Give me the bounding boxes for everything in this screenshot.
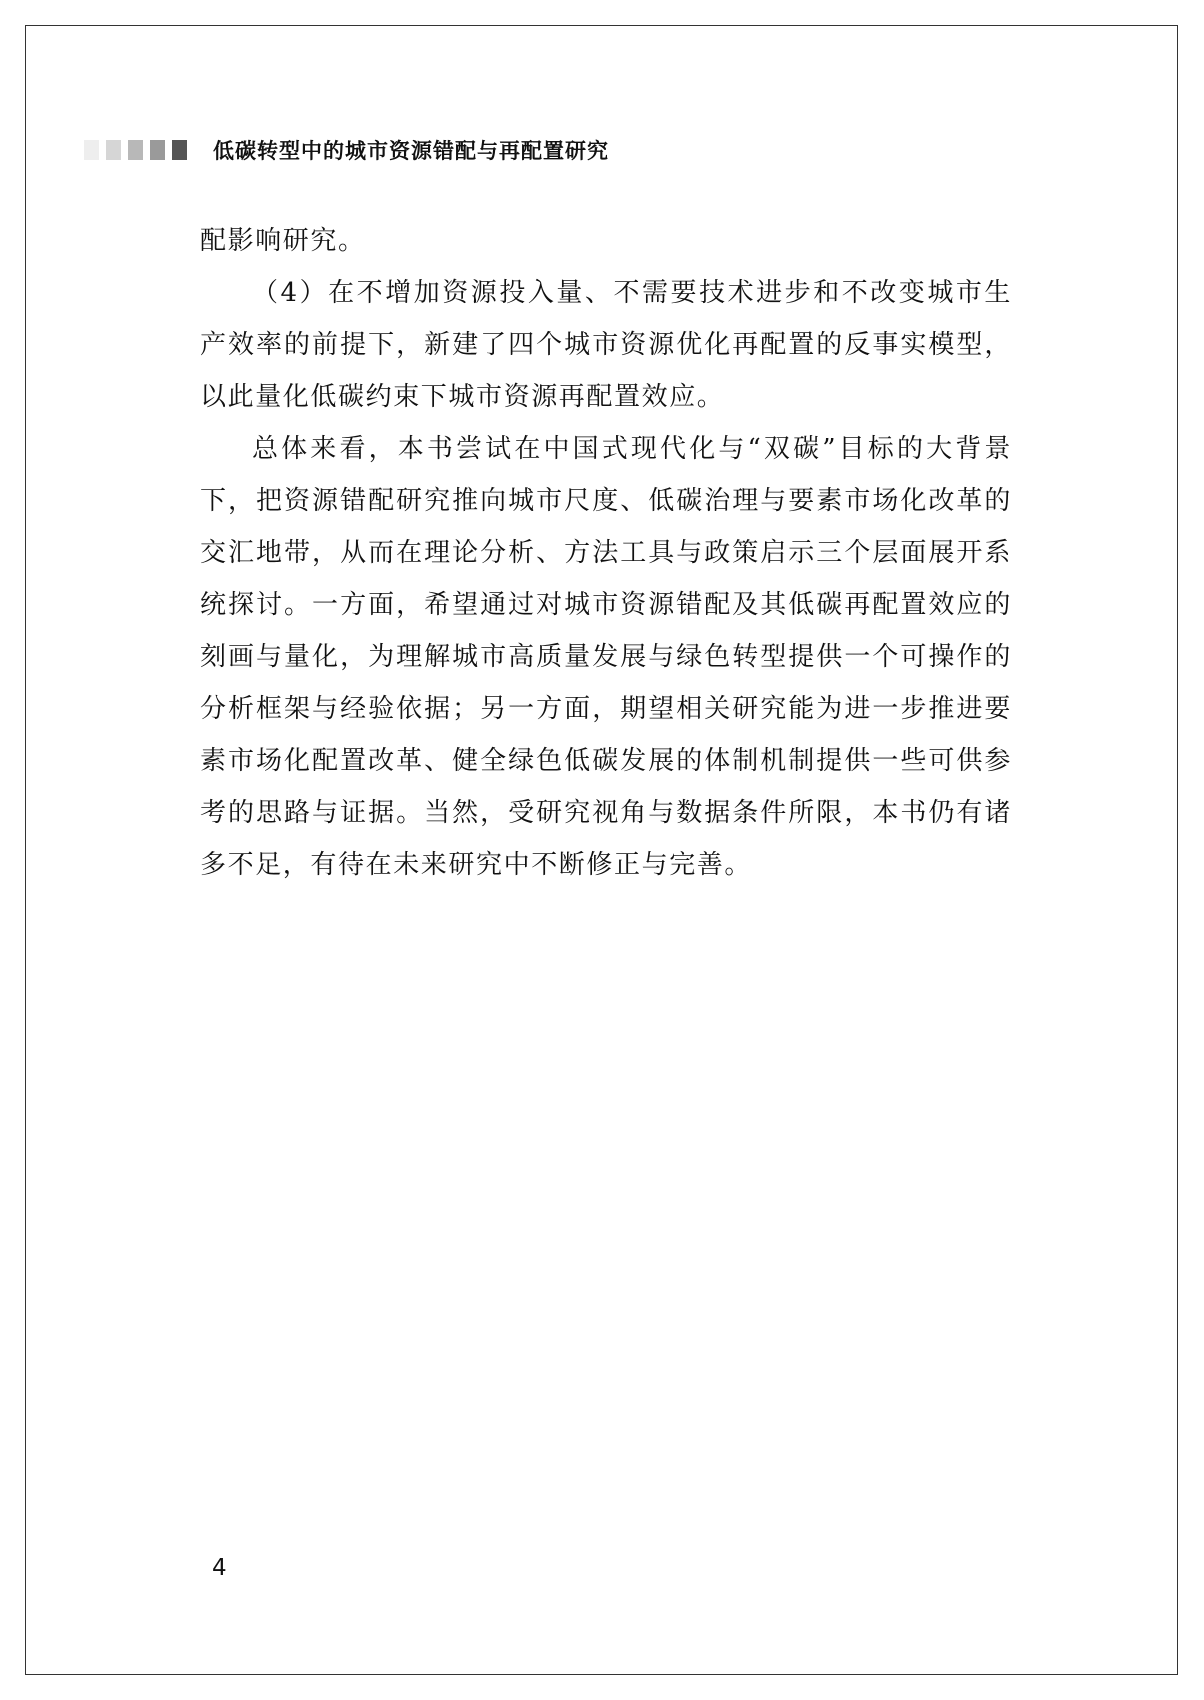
gradient-block — [128, 140, 143, 160]
body-text — [200, 215, 1012, 891]
header-decoration — [84, 140, 187, 160]
paragraph: （4）在不增加资源投入量、不需要技术进步和不改变城市生产效率的前提下，新建了四个城市资源优化再配置的反事实模型，以此量化低碳约束下城市资源再配置效应。 — [200, 278, 1012, 412]
gradient-block — [106, 140, 121, 160]
book-title: 低碳转型中的城市资源错配与再配置研究 — [213, 139, 609, 163]
gradient-block — [84, 140, 99, 160]
paragraph: 配影响研究。 — [200, 226, 366, 256]
paragraph: 总体来看，本书尝试在中国式现代化与“双碳”目标的大背景下，把资源错配研究推向城市尺度、低碳治理与要素市场化改革的交汇地带，从而在理论分析、方法工具与政策启示三个层面展开系统探讨。一方面，希望通过对城市资源错配及其低碳再配置效应的刻画与量化，为理解城市高质量发展与绿色转型提供一个可操作的分析框架与经验依据；另一方面，期望相关研究能为进一步推进要素市场化配置改革、健全绿色低碳发展的体制机制提供一些可供参考的思路与证据。当然，受研究视角与数据条件所限，本书仍有诸多不足，有待在未来研究中不断修正与完善。 — [200, 434, 1012, 880]
gradient-block — [172, 140, 187, 160]
running-header — [84, 136, 609, 164]
gradient-block — [150, 140, 165, 160]
page-number: 4 — [212, 1555, 227, 1581]
